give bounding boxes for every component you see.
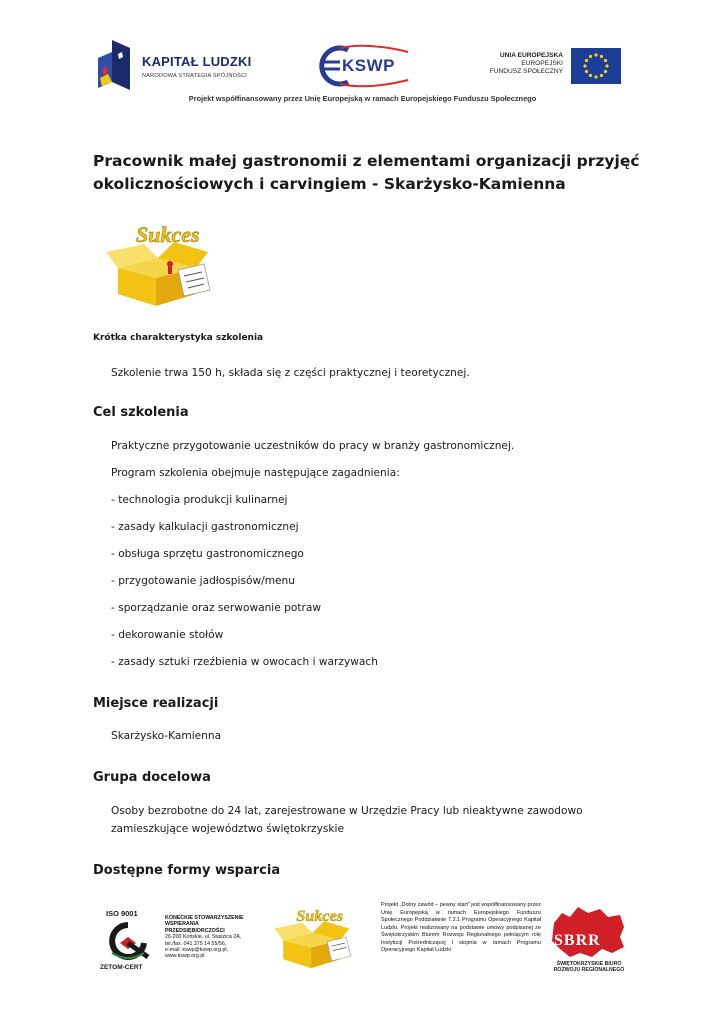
- project-funding-text: Projekt „Dobry zawód – pewny start” jest współfinansowany przez Unię Europejską w ramach Europejskiego Funduszu Społecznego Poddziałanie 7.2.1 Programu Operacyjnego Kapitał Ludzki. Projekt realizowany na podstawie umowy podpisanej ze Świętokrzyskim Biurem Rozwoju Regionalnego pełniącym rolę Instytucji Pośredniczącej I stopnia w ramach Programu Operacyjnego Kapitał Ludzki: [381, 902, 541, 953]
- program-item: - dekorowanie stołów: [111, 629, 224, 641]
- target-group-text-line-1: Osoby bezrobotne do 24 lat, zarejestrowane w Urzędzie Pracy lub nieaktywne zawodowo: [111, 805, 583, 817]
- target-group-heading: Grupa docelowa: [93, 770, 211, 785]
- eu-star-icon: [585, 59, 588, 62]
- sukces-logo-text: Sukces: [136, 222, 200, 247]
- short-description-label: Krótka charakterystyka szkolenia: [93, 333, 264, 343]
- place-heading: Miejsce realizacji: [93, 696, 219, 711]
- kswp-address-line: www.kswp.org.pl: [165, 953, 205, 960]
- header-logos: [0, 36, 725, 106]
- sbrr-caption: ŚWIĘTOKRZYSKIE BIURO ROZWOJU REGIONALNEGO: [553, 961, 625, 973]
- footer-logos: [0, 895, 725, 990]
- kswp-address-line: e-mail: kswp@kswp.org.pl,: [165, 947, 229, 954]
- program-item: - technologia produkcji kulinarnej: [111, 494, 288, 506]
- eu-star-icon: [604, 70, 607, 73]
- kapital-ludzki-logo: [98, 40, 268, 92]
- program-item: - obsługa sprzętu gastronomicznego: [111, 548, 304, 560]
- ue-line-1: UNIA EUROPEJSKA: [499, 52, 563, 59]
- eu-star-icon: [600, 74, 603, 77]
- iso-label: ISO 9001: [106, 909, 138, 918]
- kswp-address-block: [165, 915, 243, 960]
- place-text: Skarżysko-Kamienna: [111, 730, 222, 742]
- kswp-address-line: WSPIERANIA: [165, 921, 199, 928]
- target-group-text-line-2: zamieszkujące województwo świętokrzyskie: [111, 823, 345, 835]
- sukces-footer-logo: [270, 899, 358, 977]
- kswp-logo: [318, 44, 412, 88]
- eu-stars-icon: [571, 48, 621, 84]
- goal-text: Praktyczne przygotowanie uczestników do pracy w branży gastronomicznej.: [111, 440, 515, 452]
- kapital-ludzki-subtitle: NARODOWA STRATEGIA SPÓJNOŚCI: [142, 73, 248, 79]
- eu-star-icon: [589, 55, 592, 58]
- kswp-address-line: 26-200 Końskie, ul. Staszica 2A,: [165, 934, 242, 941]
- sukces-footer-box-icon: [270, 899, 358, 977]
- short-description-text: Szkolenie trwa 150 h, składa się z części praktycznej i teoretycznej.: [111, 367, 470, 379]
- eu-star-icon: [605, 64, 608, 67]
- kswp-address-line: tel./fax. 041 375 14 55/56,: [165, 940, 227, 947]
- kapital-ludzki-mark-icon: [98, 40, 130, 90]
- program-intro: Program szkolenia obejmuje następujące zagadnienia:: [111, 467, 400, 479]
- support-forms-heading: Dostępne formy wsparcia: [93, 863, 281, 878]
- eu-star-icon: [594, 75, 597, 78]
- iso-cert-name: ZETOM-CERT: [100, 964, 143, 971]
- zetom-mark-icon: [98, 917, 158, 967]
- eu-star-icon: [585, 70, 588, 73]
- program-item: - zasady kalkulacji gastronomicznej: [111, 521, 299, 533]
- ue-line-2: EUROPEJSKI: [521, 60, 563, 67]
- sukces-box-icon: [100, 220, 220, 310]
- sbrr-logo-text: SBRR: [554, 932, 601, 949]
- eu-star-icon: [589, 74, 592, 77]
- program-item: - zasady sztuki rzeźbienia w owocach i warzywach: [111, 656, 378, 668]
- eu-star-icon: [604, 59, 607, 62]
- program-item: - przygotowanie jadłospisów/menu: [111, 575, 295, 587]
- eu-star-icon: [594, 53, 597, 56]
- goal-heading: Cel szkolenia: [93, 405, 189, 420]
- program-item: - sporządzanie oraz serwowanie potraw: [111, 602, 322, 614]
- kswp-address-line: KONECKIE STOWARZYSZENIE: [165, 915, 244, 921]
- sbrr-logo: [548, 903, 628, 975]
- ue-text-block: [490, 52, 563, 76]
- iso-certificate-logo: [98, 909, 158, 971]
- kswp-address-line: PRZEDSIĘBIORCZOŚCI: [165, 927, 225, 934]
- ue-line-3: FUNDUSZ SPOŁECZNY: [489, 68, 563, 75]
- sukces-footer-logo-text: Sukces: [296, 908, 343, 926]
- eu-flag-icon: [571, 48, 621, 84]
- eu-star-icon: [583, 64, 586, 67]
- kswp-logo-text: KSWP: [342, 56, 395, 75]
- sukces-logo: [100, 220, 220, 310]
- kapital-ludzki-title: KAPITAŁ LUDZKI: [142, 54, 252, 69]
- header-caption: Projekt współfinansowany przez Unię Europejską w ramach Europejskiego Funduszu Społecznego: [188, 94, 537, 103]
- page-title: Pracownik małej gastronomii z elementami organizacji przyjęć okolicznościowych i carvingiem - Skarżysko-Kamienna: [93, 152, 640, 193]
- eu-star-icon: [600, 55, 603, 58]
